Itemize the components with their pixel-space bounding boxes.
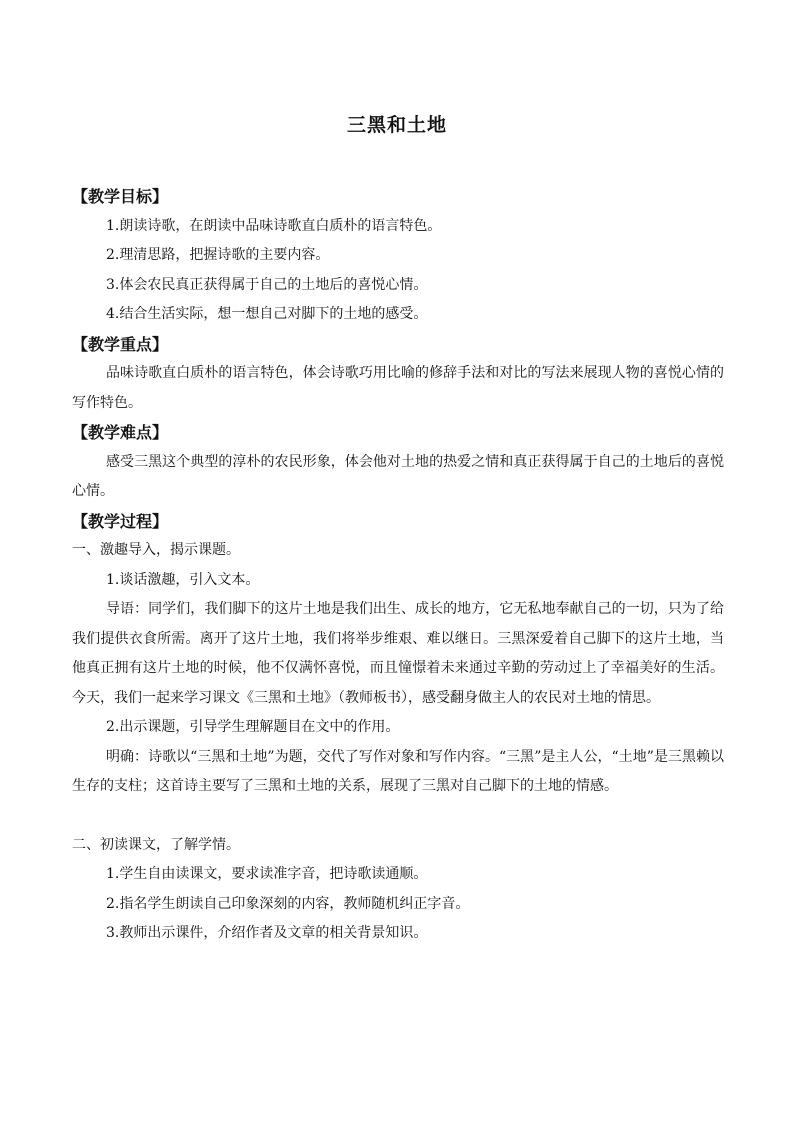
goal-item: 2.理清思路，把握诗歌的主要内容。 xyxy=(106,247,330,263)
section-two-item: 2.指名学生朗读自己印象深刻的内容，教师随机纠正字音。 xyxy=(106,895,470,912)
key-points-text: 品味诗歌直白质朴的语言特色，体会诗歌巧用比喻的修辞手法和对比的写法来展现人物的喜悦心情的写作特色。 xyxy=(72,365,724,411)
key-points-heading: 【教学重点】 xyxy=(72,334,169,354)
section-two-item: 1.学生自由读课文，要求读准字音，把诗歌读通顺。 xyxy=(106,866,428,882)
difficulties-heading: 【教学难点】 xyxy=(72,423,169,442)
section-two-title: 二、初读课文，了解学情。 xyxy=(72,836,240,853)
section-spacer xyxy=(72,802,724,831)
document-body xyxy=(72,182,724,949)
difficulties-text: 感受三黑这个典型的淳朴的农民形象，体会他对土地的热爱之情和真正获得属于自己的土地后的喜悦心情。 xyxy=(72,453,724,499)
section-two-item: 3.教师出示课件，介绍作者及文章的相关背景知识。 xyxy=(106,925,428,941)
goal-item: 1.朗读诗歌，在朗读中品味诗歌直白质朴的语言特色。 xyxy=(106,217,442,234)
section-one-title: 一、激趣导入，揭示课题。 xyxy=(72,542,240,558)
section-one-step-two: 2.出示课题，引导学生理解题目在文中的作用。 xyxy=(106,719,400,735)
intro-paragraph: 导语：同学们，我们脚下的这片土地是我们出生、成长的地方，它无私地奉献自己的一切，只为了给我们提供衣食所需。离开了这片土地，我们将举步维艰、难以继日。三黑深爱着自己脚下的这片土地，当他真正拥有这片土地的时候，他不仅满怀喜悦，而且憧憬着未来通过辛勤的劳动过上了幸福美好的生活。今天，我们一起来学习课文《三黑和土地》（教师板书），感受翻身做主人的农民对土地的情思。 xyxy=(72,601,724,706)
goals-heading: 【教学目标】 xyxy=(72,187,169,206)
goal-item: 4.结合生活实际，想一想自己对脚下的土地的感受。 xyxy=(106,306,428,322)
explanation-paragraph: 明确：诗歌以“三黑和土地”为题，交代了写作对象和写作内容。“三黑”是主人公，“土地”是三黑赖以生存的支柱；这首诗主要写了三黑和土地的关系，展现了三黑对自己脚下的土地的情感。 xyxy=(72,748,724,794)
process-heading: 【教学过程】 xyxy=(72,511,169,531)
goal-item: 3.体会农民真正获得属于自己的土地后的喜悦心情。 xyxy=(106,276,428,293)
page-title: 三黑和土地 xyxy=(346,114,447,136)
section-one-step-one: 1.谈话激趣，引入文本。 xyxy=(106,571,260,588)
